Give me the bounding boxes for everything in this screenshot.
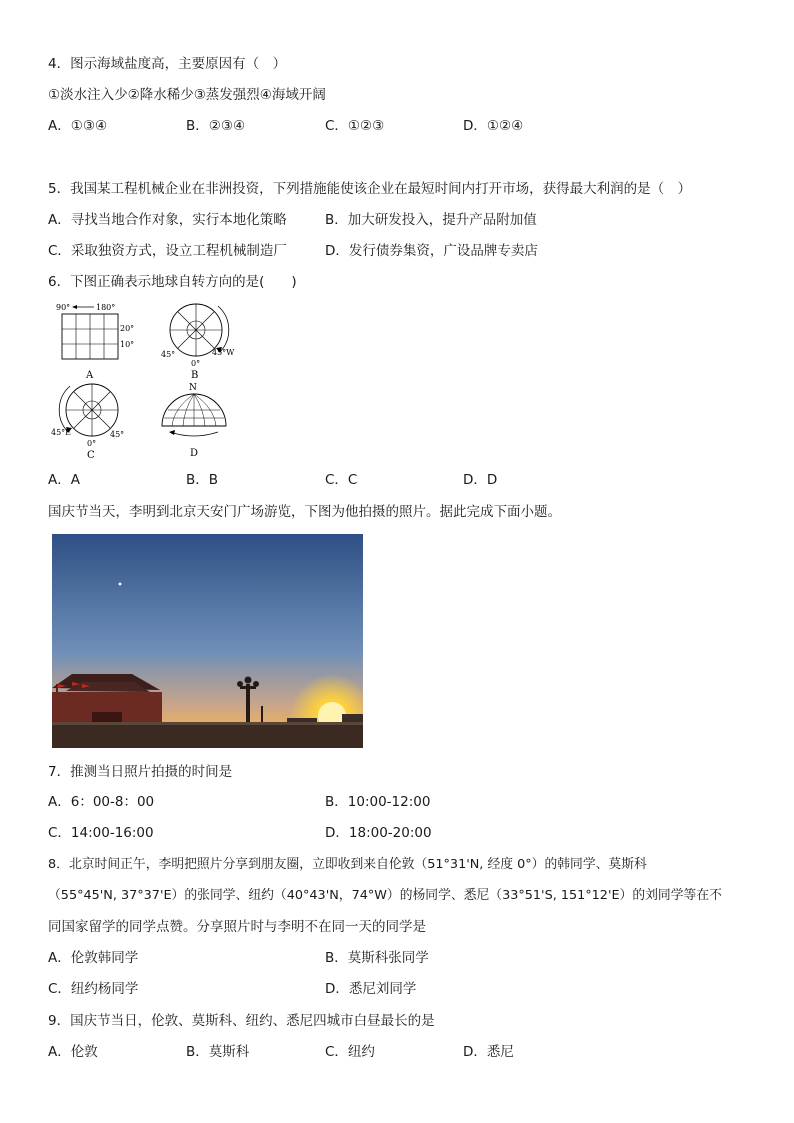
fig-a-top-right: 180° <box>96 303 116 312</box>
fig-c-right: 45° <box>110 430 125 439</box>
q8-option-a: A．伦敦韩同学 <box>48 950 139 966</box>
q4-option-d: D．①②④ <box>463 118 524 134</box>
q9-stem: 9．国庆节当日，伦敦、莫斯科、纽约、悉尼四城市白昼最长的是 <box>48 1013 435 1029</box>
fig-a-top-left: 90° <box>56 303 71 312</box>
q9-option-b: B．莫斯科 <box>186 1044 250 1060</box>
q6-option-c: C．C <box>325 472 358 488</box>
q7-option-c: C．14:00-16:00 <box>48 825 154 841</box>
q5-stem: 5．我国某工程机械企业在非洲投资，下列措施能使该企业在最短时间内打开市场，获得最大利润的是（ ） <box>48 181 692 197</box>
fig-b-bottom: 0° <box>191 359 201 368</box>
fig-b-caption: B <box>191 370 199 381</box>
q5-option-c: C．采取独资方式，设立工程机械制造厂 <box>48 243 287 259</box>
fig-a-caption: A <box>86 370 94 381</box>
q5-option-a: A．寻找当地合作对象，实行本地化策略 <box>48 212 287 228</box>
q6-stem: 6．下图正确表示地球自转方向的是( ) <box>48 274 297 290</box>
q8-stem-line2: （55°45'N, 37°37'E）的张同学、纽约（40°43'N，74°W）的杨同学、悉尼（33°51'S, 151°12'E）的刘同学等在不 <box>48 888 722 903</box>
fig-c-caption: C <box>87 450 95 461</box>
q4-factors: ①淡水注入少②降水稀少③蒸发强烈④海域开阔 <box>48 87 326 103</box>
q4-option-c: C．①②③ <box>325 118 385 134</box>
tiananmen-sunset-photo <box>52 534 363 748</box>
fig-c-left: 45°E <box>51 428 72 437</box>
q8-stem-line1: 8．北京时间正午，李明把照片分享到朋友圈，立即收到来自伦敦（51°31'N, 经度 0°）的韩同学、莫斯科 <box>48 857 647 872</box>
fig-d-north: N <box>189 383 197 393</box>
figure-b <box>158 300 248 382</box>
q4-option-b: B．②③④ <box>186 118 246 134</box>
q6-option-d: D．D <box>463 472 498 488</box>
figure-a <box>52 300 142 382</box>
fig-b-right: 45°W <box>212 348 235 357</box>
q8-stem-line3: 同国家留学的同学点赞。分享照片时与李明不在同一天的同学是 <box>48 919 426 935</box>
q9-option-a: A．伦敦 <box>48 1044 98 1060</box>
q8-option-c: C．纽约杨同学 <box>48 981 139 997</box>
q7-option-b: B．10:00-12:00 <box>325 794 431 810</box>
q5-option-b: B．加大研发投入，提升产品附加值 <box>325 212 537 228</box>
q7-option-d: D．18:00-20:00 <box>325 825 432 841</box>
q6-option-b: B．B <box>186 472 219 488</box>
fig-b-left: 45° <box>161 350 176 359</box>
q6-option-a: A．A <box>48 472 80 488</box>
q4-stem: 4．图示海域盐度高，主要原因有（ ） <box>48 56 287 72</box>
passage-intro: 国庆节当天，李明到北京天安门广场游览，下图为他拍摄的照片。据此完成下面小题。 <box>48 504 561 520</box>
q7-stem: 7．推测当日照片拍摄的时间是 <box>48 764 233 780</box>
q8-option-d: D．悉尼刘同学 <box>325 981 417 997</box>
q4-option-a: A．①③④ <box>48 118 108 134</box>
fig-c-bottom: 0° <box>87 439 97 448</box>
figure-d <box>156 380 252 462</box>
fig-a-lat-10: 10° <box>120 340 135 349</box>
q8-option-b: B．莫斯科张同学 <box>325 950 429 966</box>
q7-option-a: A．6：00-8：00 <box>48 794 155 810</box>
q9-option-d: D．悉尼 <box>463 1044 514 1060</box>
q5-option-d: D．发行债券集资，广设品牌专卖店 <box>325 243 538 259</box>
q9-option-c: C．纽约 <box>325 1044 375 1060</box>
figure-c <box>50 380 140 462</box>
fig-d-caption: D <box>190 448 199 459</box>
fig-a-lat-20: 20° <box>120 324 135 333</box>
